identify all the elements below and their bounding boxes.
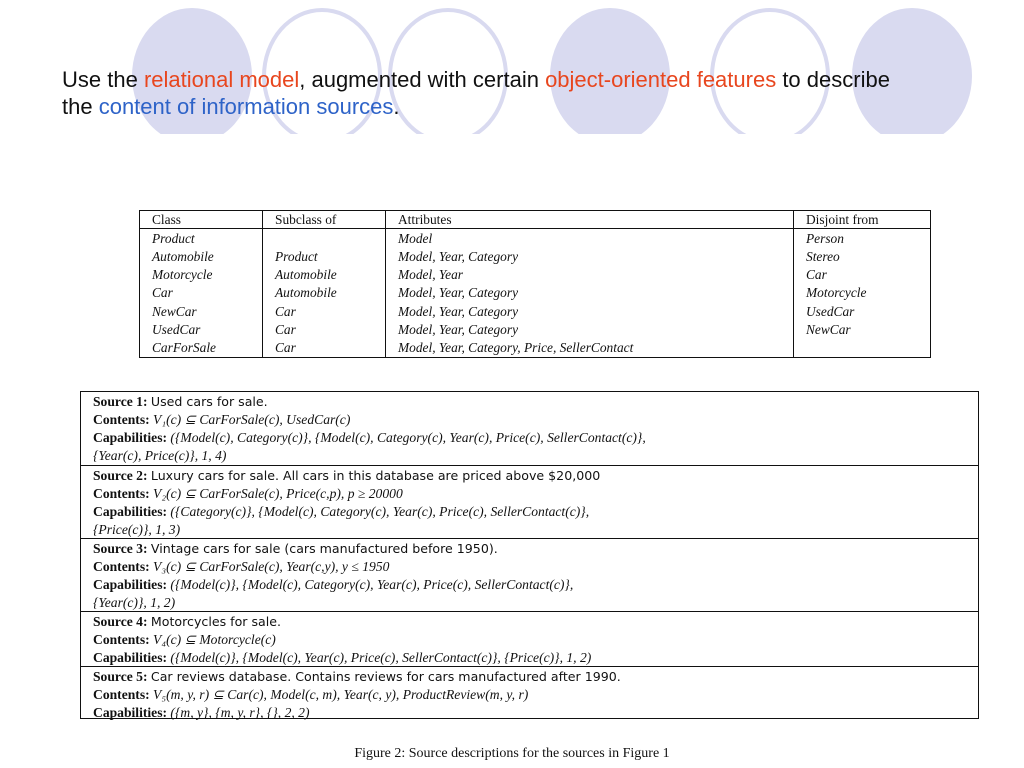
class-table-header <box>140 211 931 229</box>
title-highlight: content of information sources <box>98 94 394 119</box>
table-cell: Car <box>140 284 263 302</box>
class-table <box>139 210 931 358</box>
contents-label: Contents: <box>93 687 150 702</box>
contents-label: Contents: <box>93 559 150 574</box>
table-cell: Product <box>263 248 386 266</box>
title-highlight: relational model <box>143 67 300 92</box>
title-text: to describe the <box>62 67 890 119</box>
contents-expression: V₃(c) ⊆ CarForSale(c), Year(c,y), y ≤ 1950 <box>153 559 390 574</box>
table-cell: Car <box>263 321 386 339</box>
column-header: Attributes <box>386 211 794 229</box>
source-block <box>81 392 978 466</box>
table-cell: Person <box>794 229 931 249</box>
capabilities-label: Capabilities: <box>93 705 168 720</box>
table-cell: Model, Year, Category, Price, SellerContact <box>386 339 794 358</box>
title-highlight: object-oriented features <box>545 67 777 92</box>
table-cell: UsedCar <box>794 303 931 321</box>
contents-expression: V₁(c) ⊆ CarForSale(c), UsedCar(c) <box>153 412 351 427</box>
source-block <box>81 466 978 539</box>
capabilities-expression: {Year(c), Price(c)}, 1, 4) <box>93 448 227 463</box>
table-cell: Car <box>263 339 386 358</box>
contents-label: Contents: <box>93 412 150 427</box>
contents-expression: V₄(c) ⊆ Motorcycle(c) <box>153 632 276 647</box>
table-row <box>140 339 931 358</box>
capabilities-expression: ({Model(c)}, {Model(c), Category(c), Year(c), Price(c), SellerContact(c)}, <box>170 577 574 592</box>
source-description: Luxury cars for sale. All cars in this database are priced above $20,000 <box>150 468 601 483</box>
table-row <box>140 303 931 321</box>
source-label: Source 2: <box>93 468 148 483</box>
column-header: Subclass of <box>263 211 386 229</box>
table-cell: Model, Year, Category <box>386 248 794 266</box>
contents-label: Contents: <box>93 632 150 647</box>
table-cell: Motorcycle <box>794 284 931 302</box>
source-label: Source 4: <box>93 614 148 629</box>
source-description: Used cars for sale. <box>150 394 268 409</box>
capabilities-expression: ({m, y}, {m, y, r}, {}, 2, 2) <box>170 705 310 720</box>
table-cell: NewCar <box>794 321 931 339</box>
table-cell: Product <box>140 229 263 249</box>
table-row <box>140 266 931 284</box>
table-cell: Model <box>386 229 794 249</box>
contents-expression: V₅(m, y, r) ⊆ Car(c), Model(c, m), Year(c, y), ProductReview(m, y, r) <box>153 687 529 702</box>
table-cell: Model, Year, Category <box>386 321 794 339</box>
source-label: Source 5: <box>93 669 148 684</box>
capabilities-expression: ({Category(c)}, {Model(c), Category(c), Year(c), Price(c), SellerContact(c)}, <box>170 504 590 519</box>
table-cell: Model, Year, Category <box>386 284 794 302</box>
source-block <box>81 667 978 720</box>
column-header: Disjoint from <box>794 211 931 229</box>
capabilities-label: Capabilities: <box>93 430 168 445</box>
contents-expression: V₂(c) ⊆ CarForSale(c), Price(c,p), p ≥ 20000 <box>153 486 403 501</box>
highlighted-contents-line <box>93 485 978 503</box>
table-cell: Model, Year, Category <box>386 303 794 321</box>
table-cell: Motorcycle <box>140 266 263 284</box>
title-text: , augmented with certain <box>299 67 546 92</box>
source-block <box>81 539 978 612</box>
table-cell <box>263 229 386 249</box>
contents-label: Contents: <box>93 486 150 501</box>
table-cell: Model, Year <box>386 266 794 284</box>
table-row <box>140 321 931 339</box>
title-text: Use the <box>62 67 144 92</box>
table-cell: Automobile <box>263 266 386 284</box>
capabilities-label: Capabilities: <box>93 577 168 592</box>
source-block <box>81 612 978 667</box>
table-cell: NewCar <box>140 303 263 321</box>
table-row <box>140 284 931 302</box>
capabilities-label: Capabilities: <box>93 504 168 519</box>
table-cell: Car <box>794 266 931 284</box>
title-text: . <box>393 94 400 119</box>
table-cell: Automobile <box>140 248 263 266</box>
capabilities-expression: ({Model(c), Category(c)}, {Model(c), Category(c), Year(c), Price(c), SellerContact(c)}, <box>170 430 646 445</box>
table-cell: Automobile <box>263 284 386 302</box>
source-description: Motorcycles for sale. <box>150 614 281 629</box>
table-row <box>140 229 931 249</box>
source-descriptions <box>80 391 979 719</box>
source-description: Car reviews database. Contains reviews for cars manufactured after 1990. <box>150 669 621 684</box>
column-header: Class <box>140 211 263 229</box>
capabilities-expression: {Price(c)}, 1, 3) <box>93 522 181 537</box>
table-cell: CarForSale <box>140 339 263 358</box>
source-label: Source 1: <box>93 394 148 409</box>
table-cell <box>794 339 931 358</box>
source-label: Source 3: <box>93 541 148 556</box>
table-row <box>140 248 931 266</box>
capabilities-expression: ({Model(c)}, {Model(c), Year(c), Price(c), SellerContact(c)}, {Price(c)}, 1, 2) <box>170 650 592 665</box>
slide-title <box>62 66 922 120</box>
figure-caption: Figure 2: Source descriptions for the sources in Figure 1 <box>354 746 670 761</box>
capabilities-label: Capabilities: <box>93 650 168 665</box>
table-cell: Stereo <box>794 248 931 266</box>
table-cell: Car <box>263 303 386 321</box>
table-cell: UsedCar <box>140 321 263 339</box>
capabilities-expression: {Year(c)}, 1, 2) <box>93 595 176 610</box>
source-description: Vintage cars for sale (cars manufactured before 1950). <box>150 541 498 556</box>
